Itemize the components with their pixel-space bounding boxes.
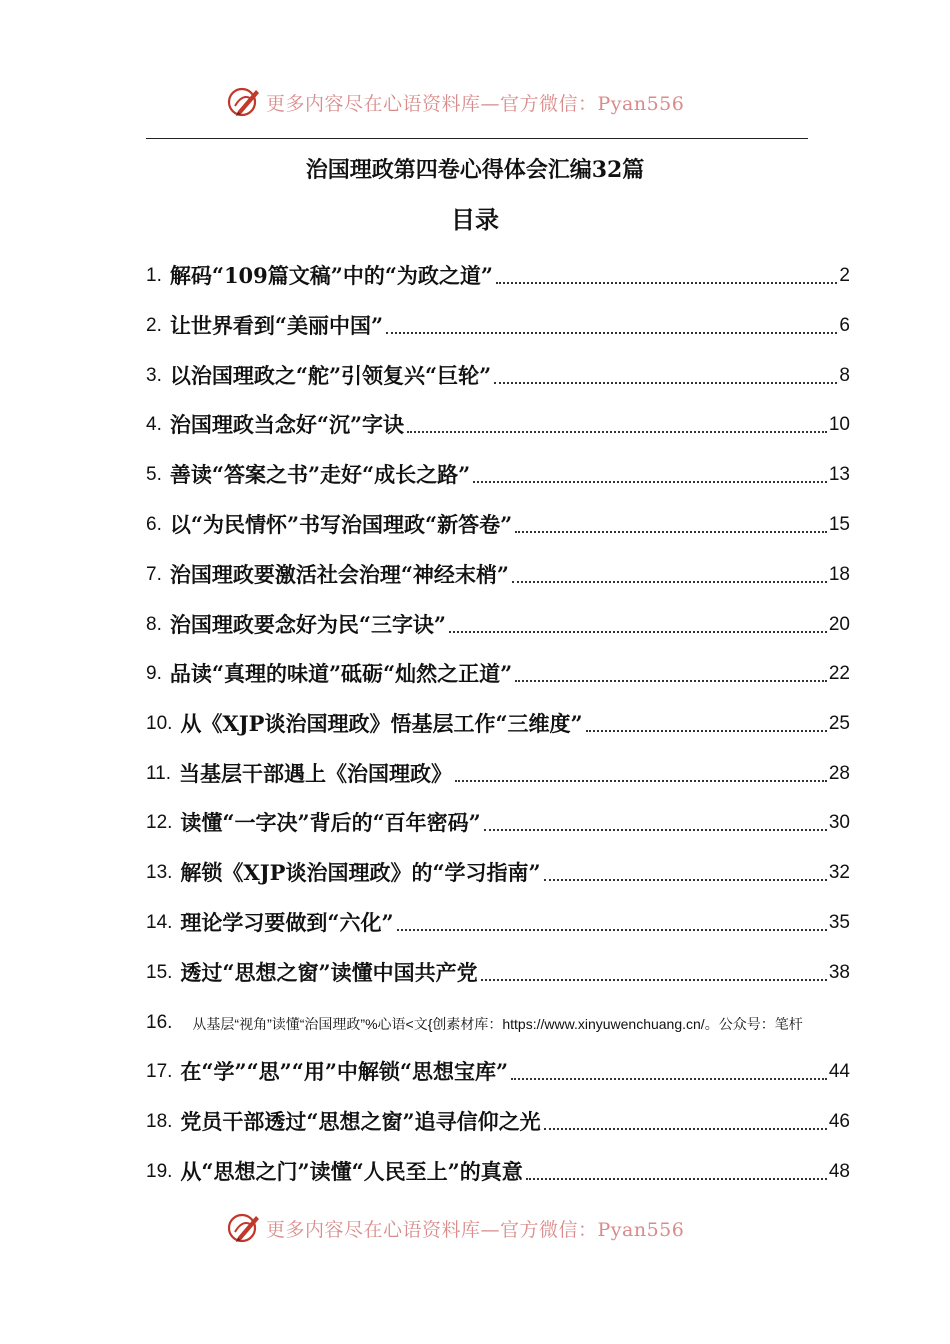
toc-leader-dots	[484, 829, 827, 831]
toc-entry-page: 35	[828, 912, 850, 933]
toc-leader-dots	[526, 1178, 827, 1180]
toc-leader-dots	[544, 879, 827, 881]
toc-entry-page: 28	[828, 763, 850, 784]
toc-entry-title: 在“学”“思”“用”中解锁“思想宝库”	[180, 1059, 509, 1084]
toc-entry-title: 以“为民情怀”书写治国理政“新答卷”	[169, 512, 513, 537]
toc-leader-dots	[473, 481, 827, 483]
toc-entry[interactable]	[146, 250, 850, 290]
toc-entry-page: 44	[828, 1061, 850, 1082]
toc-entry-number: 1.	[146, 265, 162, 286]
pen-logo-icon	[226, 1210, 262, 1246]
toc-entry[interactable]	[146, 698, 850, 738]
toc-leader-dots	[515, 680, 827, 682]
toc-entry[interactable]	[146, 897, 850, 937]
toc-entry-title: 当基层干部遇上《治国理政》	[179, 761, 453, 786]
header-banner	[226, 82, 746, 122]
toc-entry-number: 8.	[146, 614, 162, 635]
toc-entry[interactable]	[146, 797, 850, 837]
toc-entry-page: 20	[828, 614, 850, 635]
toc-entry[interactable]	[146, 748, 850, 788]
toc-entry-number: 4.	[146, 414, 162, 435]
pen-logo-icon	[226, 84, 262, 120]
toc-entry-title: 理论学习要做到“六化”	[180, 910, 394, 935]
toc-entry-title: 从《XJP谈治国理政》悟基层工作“三维度”	[180, 711, 583, 736]
toc-entry-title: 解锁《XJP谈治国理政》的“学习指南”	[180, 860, 541, 885]
toc-entry-page: 38	[828, 962, 850, 983]
toc-entry-number: 3.	[146, 365, 162, 386]
toc-entry-title: 治国理政要激活社会治理“神经末梢”	[169, 562, 510, 587]
toc-leader-dots	[449, 631, 827, 633]
footer-banner	[226, 1208, 746, 1248]
toc-heading: 目录	[451, 205, 499, 234]
header-rule	[146, 138, 808, 139]
toc-entry-page: 18	[828, 564, 850, 585]
toc-entry-number: 10.	[146, 713, 173, 734]
toc-entry[interactable]	[146, 499, 850, 539]
toc-entry-number: 16.	[146, 1012, 173, 1033]
toc-entry-title: 读懂“一字决”背后的“百年密码”	[180, 810, 481, 835]
toc-leader-dots	[397, 929, 827, 931]
toc-entry[interactable]	[146, 1046, 850, 1086]
toc-entry-page: 48	[828, 1161, 850, 1182]
toc-entry-title: 从基层“视角”读懂“治国理政”%心语<文{创素材库：https://www.xinyuwenchuang.cn/。公众号：笔杆	[192, 1016, 803, 1032]
toc-entry-page: 46	[828, 1111, 850, 1132]
toc-entry-number: 18.	[146, 1111, 173, 1132]
toc-entry-page: 10	[828, 414, 850, 435]
toc-entry[interactable]	[146, 549, 850, 589]
header-banner-text: 更多内容尽在心语资料库—官方微信：Pyan556	[266, 92, 685, 115]
toc-entry-title: 解码“109篇文稿”中的“为政之道”	[169, 263, 494, 288]
toc-leader-dots	[544, 1128, 827, 1130]
toc-entry[interactable]	[146, 1146, 850, 1186]
toc-entry-number: 15.	[146, 962, 173, 983]
toc-entry-number: 11.	[146, 763, 172, 784]
toc-entry-page: 2	[839, 265, 850, 286]
toc-entry-number: 2.	[146, 315, 162, 336]
footer-banner-text: 更多内容尽在心语资料库—官方微信：Pyan556	[266, 1218, 685, 1241]
toc-leader-dots	[515, 531, 827, 533]
toc-entry-page: 25	[828, 713, 850, 734]
toc-leader-dots	[494, 382, 837, 384]
toc-entry-number: 19.	[146, 1161, 173, 1182]
toc-entry[interactable]	[146, 300, 850, 340]
toc-leader-dots	[386, 332, 837, 334]
toc-entry-page: 30	[828, 812, 850, 833]
toc-entry[interactable]	[146, 947, 850, 987]
toc-leader-dots	[407, 431, 827, 433]
toc-entry-number: 13.	[146, 862, 173, 883]
toc-entry-number: 12.	[146, 812, 173, 833]
toc-entry-title: 治国理政当念好“沉”字诀	[169, 412, 405, 437]
toc-entry-page: 8	[839, 365, 850, 386]
document-title: 治国理政第四卷心得体会汇编32篇	[305, 157, 645, 183]
toc-entry[interactable]	[146, 997, 950, 1037]
toc-leader-dots	[586, 730, 827, 732]
toc-entry-title: 党员干部透过“思想之窗”追寻信仰之光	[180, 1109, 541, 1134]
toc-entry[interactable]	[146, 449, 850, 489]
toc-entry-page: 6	[839, 315, 850, 336]
toc-entry-page: 22	[828, 663, 850, 684]
toc-entry-page: 13	[828, 464, 850, 485]
toc-leader-dots	[512, 581, 827, 583]
toc-entry-title: 从“思想之门”读懂“人民至上”的真意	[180, 1159, 523, 1184]
toc-entry[interactable]	[146, 648, 850, 688]
toc-entry[interactable]	[146, 399, 850, 439]
toc-leader-dots	[496, 282, 837, 284]
toc-entry-title: 治国理政要念好为民“三字诀”	[169, 612, 447, 637]
toc-entry-number: 17.	[146, 1061, 173, 1082]
toc-entry[interactable]	[146, 599, 850, 639]
toc-entry-title: 善读“答案之书”走好“成长之路”	[169, 462, 471, 487]
toc-entry-title: 透过“思想之窗”读懂中国共产党	[180, 960, 478, 985]
toc-entry-number: 14.	[146, 912, 173, 933]
toc-entry-title: 以治国理政之“舵”引领复兴“巨轮”	[169, 363, 492, 388]
toc-leader-dots	[455, 780, 827, 782]
toc-entry-number: 5.	[146, 464, 162, 485]
toc-entry-title: 品读“真理的味道”砥砺“灿然之正道”	[169, 661, 513, 686]
toc-entry-page: 32	[828, 862, 850, 883]
toc-entry-number: 7.	[146, 564, 162, 585]
toc-entry[interactable]	[146, 1096, 850, 1136]
toc-entry[interactable]	[146, 847, 850, 887]
toc-entry-title: 让世界看到“美丽中国”	[169, 313, 384, 338]
toc-entry[interactable]	[146, 350, 850, 390]
toc-entry-page: 15	[828, 514, 850, 535]
toc-entry-number: 6.	[146, 514, 162, 535]
toc-leader-dots	[481, 979, 827, 981]
toc-leader-dots	[511, 1078, 827, 1080]
toc-entry-number: 9.	[146, 663, 162, 684]
